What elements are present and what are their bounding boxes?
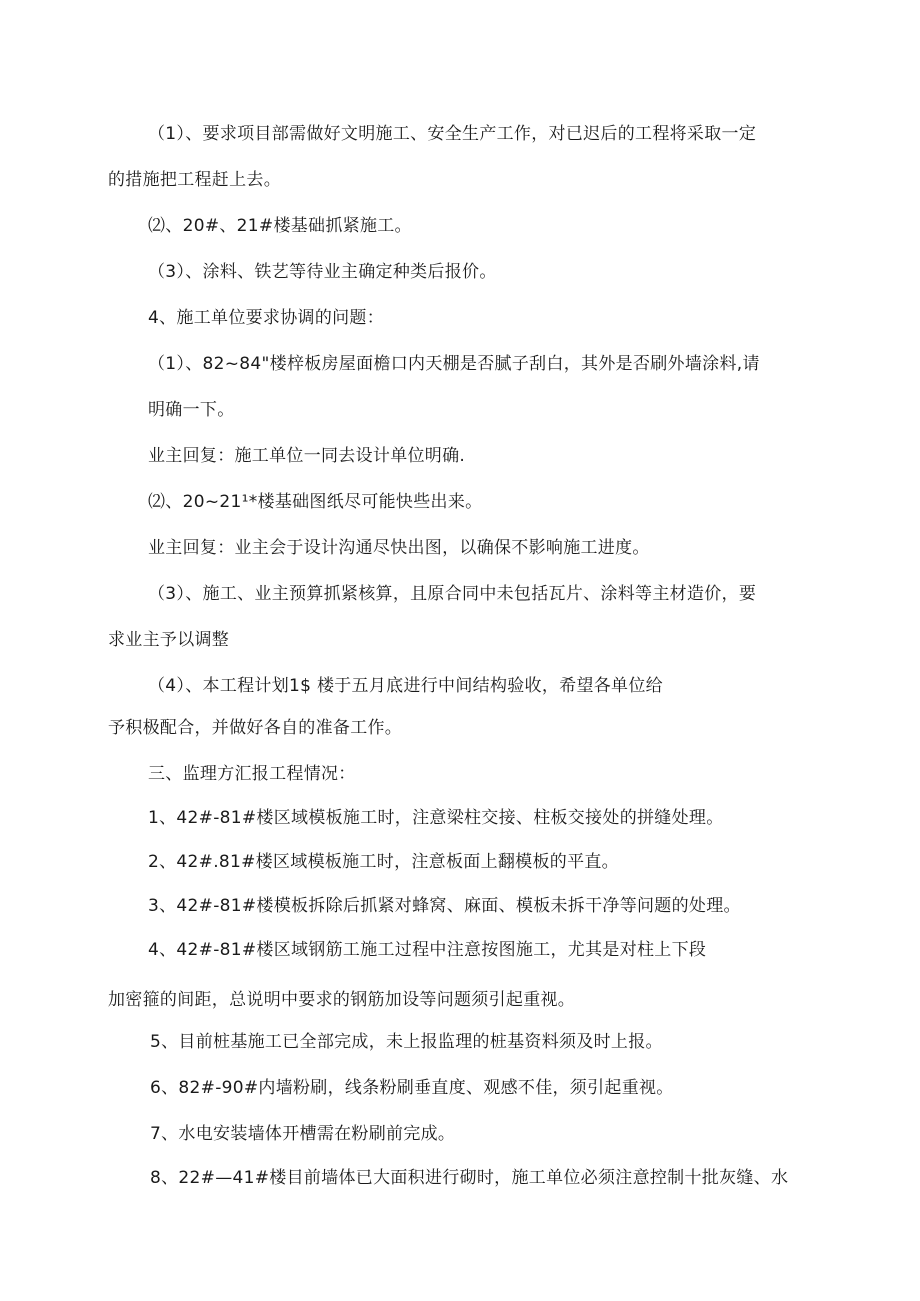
text-line-1: （1）、要求项目部需做好文明施工、安全生产工作，对已迟后的工程将采取一定: [148, 124, 757, 144]
text-line-13: （4）、本工程计划1$ 楼于五月底进行中间结构验收，希望各单位给: [148, 676, 663, 696]
text-line-6: （1）、82~84"楼梓板房屋面檐口内天棚是否腻子刮白，其外是否刷外墙涂料,请: [148, 354, 760, 374]
text-line-23: 7、水电安装墙体开槽需在粉刷前完成。: [150, 1124, 456, 1144]
text-line-14: 予积极配合，并做好各自的准备工作。: [108, 718, 403, 738]
text-line-5: 4、施工单位要求协调的问题：: [148, 308, 385, 328]
text-line-4: （3）、涂料、铁艺等待业主确定种类后报价。: [148, 262, 497, 282]
text-line-18: 3、42#-81#楼模板拆除后抓紧对蜂窝、麻面、模板未拆干净等问题的处理。: [148, 896, 741, 916]
text-line-9: ⑵、20~21¹*楼基础图纸尽可能快些出来。: [148, 492, 483, 512]
text-line-22: 6、82#-90#内墙粉刷，线条粉刷垂直度、观感不佳，须引起重视。: [150, 1078, 674, 1098]
text-line-15: 三、监理方汇报工程情况：: [148, 764, 356, 784]
text-line-19: 4、42#-81#楼区域钢筋工施工过程中注意按图施工，尤其是对柱上下段: [148, 940, 707, 960]
text-line-24: 8、22#—41#楼目前墙体已大面积进行砌时，施工单位必须注意控制十批灰缝、水: [150, 1168, 789, 1188]
text-line-17: 2、42#.81#楼区域模板施工时，注意板面上翻模板的平直。: [148, 852, 619, 872]
text-line-7: 明确一下。: [148, 400, 235, 420]
text-line-20: 加密箍的间距，总说明中要求的钢筋加设等问题须引起重视。: [108, 990, 576, 1010]
text-line-3: ⑵、20#、21#楼基础抓紧施工。: [148, 216, 412, 236]
text-line-21: 5、目前桩基施工已全部完成，未上报监理的桩基资料须及时上报。: [150, 1032, 663, 1052]
text-line-12: 求业主予以调整: [108, 630, 230, 650]
text-line-2: 的措施把工程赶上去。: [108, 170, 281, 190]
text-line-8: 业主回复：施工单位一同去设计单位明确.: [148, 446, 466, 466]
text-line-11: （3）、施工、业主预算抓紧核算，且原合同中未包括瓦片、涂料等主材造价，要: [148, 584, 757, 604]
text-line-16: 1、42#-81#楼区域模板施工时，注意梁柱交接、柱板交接处的拼缝处理。: [148, 808, 724, 828]
text-line-10: 业主回复：业主会于设计沟通尽快出图，以确保不影响施工进度。: [148, 538, 650, 558]
